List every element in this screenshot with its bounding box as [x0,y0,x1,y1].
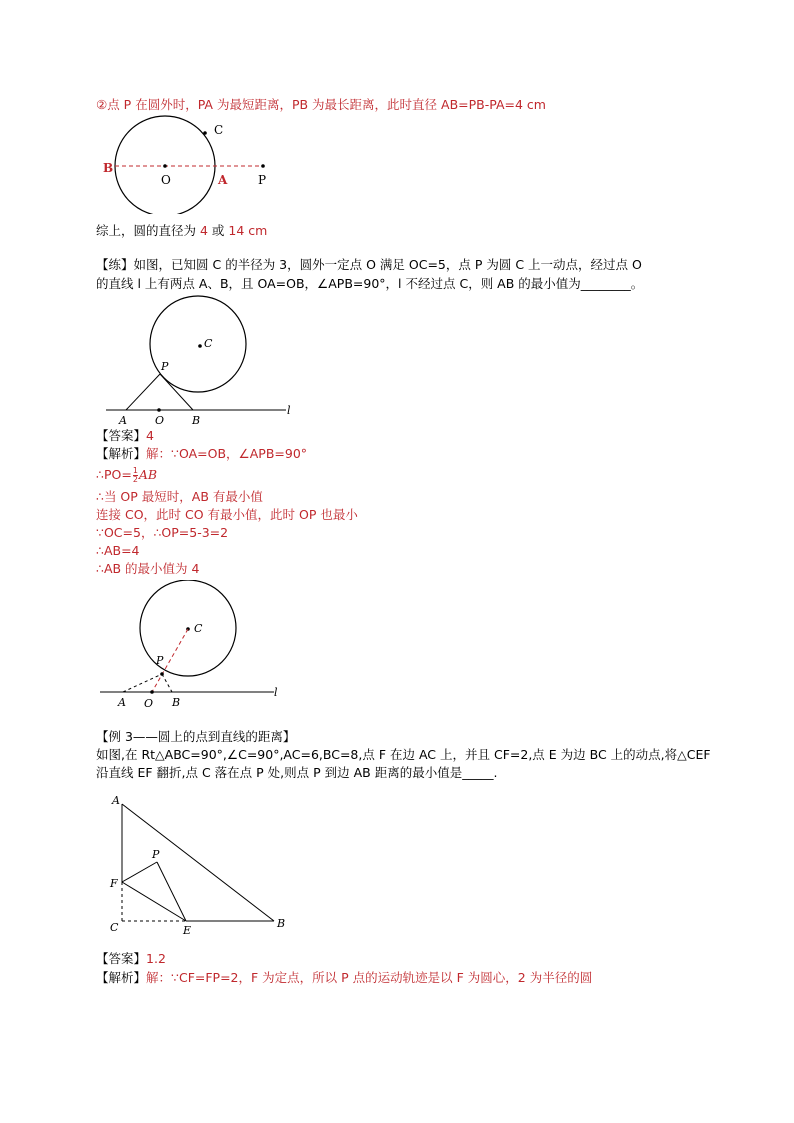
fig2-label-A: A [119,414,127,427]
fig3-label-O: O [144,697,154,710]
fig4-label-A: A [112,794,120,807]
example3-line-1: 如图,在 Rt△ABC=90°,∠C=90°,AC=6,BC=8,点 F 在边 AC 上，并且 CF=2,点 E 为边 BC 上的动点,将△CEF [96,747,711,762]
fig1-label-A: A [218,173,228,187]
summary-prefix: 综上，圆的直径为 [96,223,200,238]
fig1-label-C: C [214,123,224,137]
example3-solution-tag: 【解析】 [96,970,147,985]
fig3-label-l: l [274,686,278,699]
practice-solution-tag: 【解析】 [96,446,147,461]
example3-answer-tag: 【答案】 [96,951,147,966]
example3-line-2: 沿直线 EF 翻折,点 C 落在点 P 处,则点 P 到边 AB 距离的最小值是_____. [96,765,498,780]
summary-mid: 或 [207,223,229,238]
figure-practice-solution [96,580,296,710]
practice-answer-tag: 【答案】 [96,428,147,443]
example3-answer [96,950,166,968]
fig2-label-P: P [161,360,169,373]
fig1-label-P: P [258,173,267,187]
fig3-label-A: A [118,696,126,709]
fig4-label-F: F [110,877,118,890]
practice-text-1: 如图，已知圆 C 的半径为 3，圆外一定点 O 满足 OC=5，点 P 为圆 C 上一动点，经过点 O [133,257,642,272]
practice-solution-6: ∴AB=4 [96,543,140,558]
fig3-label-B: B [172,696,181,709]
practice-solution-2 [96,466,157,484]
summary-value-2: 14 cm [228,223,268,238]
case2-text: ②点 P 在圆外时，PA 为最短距离，PB 为最长距离，此时直径 AB=PB-PA=4 cm [96,97,546,112]
fig1-label-O: O [161,173,171,187]
example3-answer-value: 1.2 [146,951,166,966]
example3-solution-l1: 解：∵CF=FP=2，F 为定点，所以 P 点的运动轨迹是以 F 为圆心，2 为半径的圆 [146,970,593,985]
practice-answer [96,427,154,445]
fig4-label-B: B [277,917,286,930]
figure-circle-diameter [96,114,296,214]
fig2-label-C: C [204,337,213,350]
practice-solution-4: 连接 CO，此时 CO 有最小值，此时 OP 也最小 [96,507,358,522]
practice-tag: 【练】 [96,257,134,272]
fraction-half [133,467,138,484]
fig3-label-C: C [194,622,203,635]
fig1-label-B: B [103,161,114,175]
example3-solution [96,969,592,987]
practice-solution-5: ∵OC=5，∴OP=5-3=2 [96,525,229,540]
fig4-label-E: E [183,924,192,937]
example3-title: 【例 3——圆上的点到直线的距离】 [96,729,296,744]
practice-line-2: 的直线 l 上有两点 A、B，且 OA=OB，∠APB=90°，l 不经过点 C，则 AB 的最小值为________。 [96,276,644,291]
fig3-label-P: P [156,654,164,667]
fig2-label-B: B [192,414,201,427]
practice-line-1 [96,256,642,274]
summary-line [96,222,267,240]
practice-solution-l1: 解：∵OA=OB，∠APB=90° [146,446,308,461]
figure-triangle [100,790,300,940]
practice-solution-3: ∴当 OP 最短时，AB 有最小值 [96,489,263,504]
summary-value-1: 4 [199,223,208,238]
fig4-label-P: P [152,848,160,861]
practice-solution-1 [96,445,307,463]
practice-answer-value: 4 [146,428,154,443]
figure-practice [96,294,306,430]
fig2-label-l: l [287,404,291,417]
practice-solution-7: ∴AB 的最小值为 4 [96,561,200,576]
fraction-denominator: 2 [132,475,138,484]
practice-solution-l2-post: AB [138,467,158,482]
practice-solution-l2-pre: ∴PO= [96,467,132,482]
fig2-label-O: O [155,414,165,427]
fraction-numerator: 1 [132,466,138,475]
fig4-label-C: C [110,921,119,934]
